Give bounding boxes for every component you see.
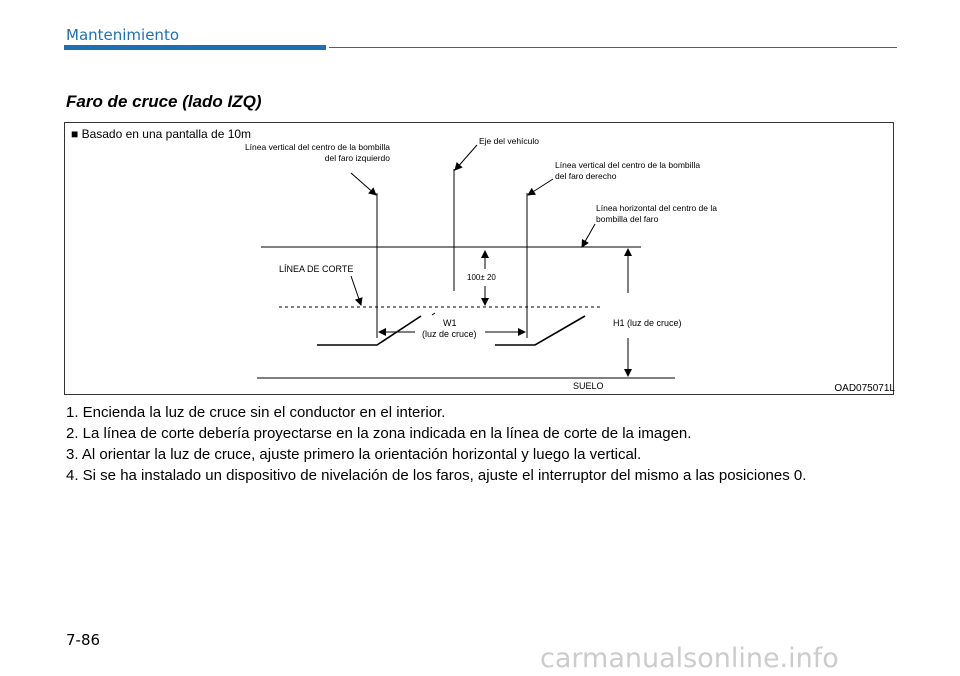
label-dimension-100: 100± 20 [467,273,496,282]
label-h1: H1 (luz de cruce) [613,318,682,328]
arrow-right-vertical [528,179,553,195]
label-right-vertical-1: Línea vertical del centro de la bombilla [555,160,701,170]
figure-code: OAD075071L [834,383,895,394]
section-title: Mantenimiento [66,26,179,44]
label-horizontal-line-2: bombilla del faro [596,214,659,224]
left-cutoff-beam [317,316,421,345]
label-vehicle-axis: Eje del vehículo [479,136,540,146]
section-rule-thin [329,47,897,48]
arrow-left-vertical [351,173,376,195]
instruction-steps [66,402,906,486]
label-left-vertical-2: del faro izquierdo [324,153,390,163]
arrow-vehicle-axis [455,145,477,170]
step-1: 1. Encienda la luz de cruce sin el conductor en el interior. [66,404,446,421]
headlight-aim-diagram [65,123,895,396]
arrow-cutoff-line [351,276,361,305]
subheading: Faro de cruce (lado IZQ) [66,92,262,111]
w1-tick [432,313,435,315]
label-cutoff-line: LÍNEA DE CORTE [279,264,354,274]
label-w1: W1 [443,318,457,328]
arrow-horizontal-line [582,224,595,247]
watermark: carmanualsonline.info [540,643,839,674]
step-4: 4. Si se ha instalado un dispositivo de nivelación de los faros, ajuste el interruptor del mismo a las posiciones 0. [66,467,807,484]
headlight-aim-figure [64,122,894,395]
figure-note: ■ Basado en una pantalla de 10m [71,127,252,141]
label-w1-sub: (luz de cruce) [422,329,477,339]
step-2: 2. La línea de corte debería proyectarse en la zona indicada en la línea de corte de la imagen. [66,425,692,442]
section-rule-thick [64,45,326,50]
step-3: 3. Al orientar la luz de cruce, ajuste primero la orientación horizontal y luego la vertical. [66,446,642,463]
label-ground: SUELO [573,381,604,391]
right-cutoff-beam [495,316,585,345]
label-horizontal-line-1: Línea horizontal del centro de la [596,203,717,213]
label-right-vertical-2: del faro derecho [555,171,617,181]
label-left-vertical-1: Línea vertical del centro de la bombilla [244,142,390,152]
page-number: 7-86 [66,631,101,649]
